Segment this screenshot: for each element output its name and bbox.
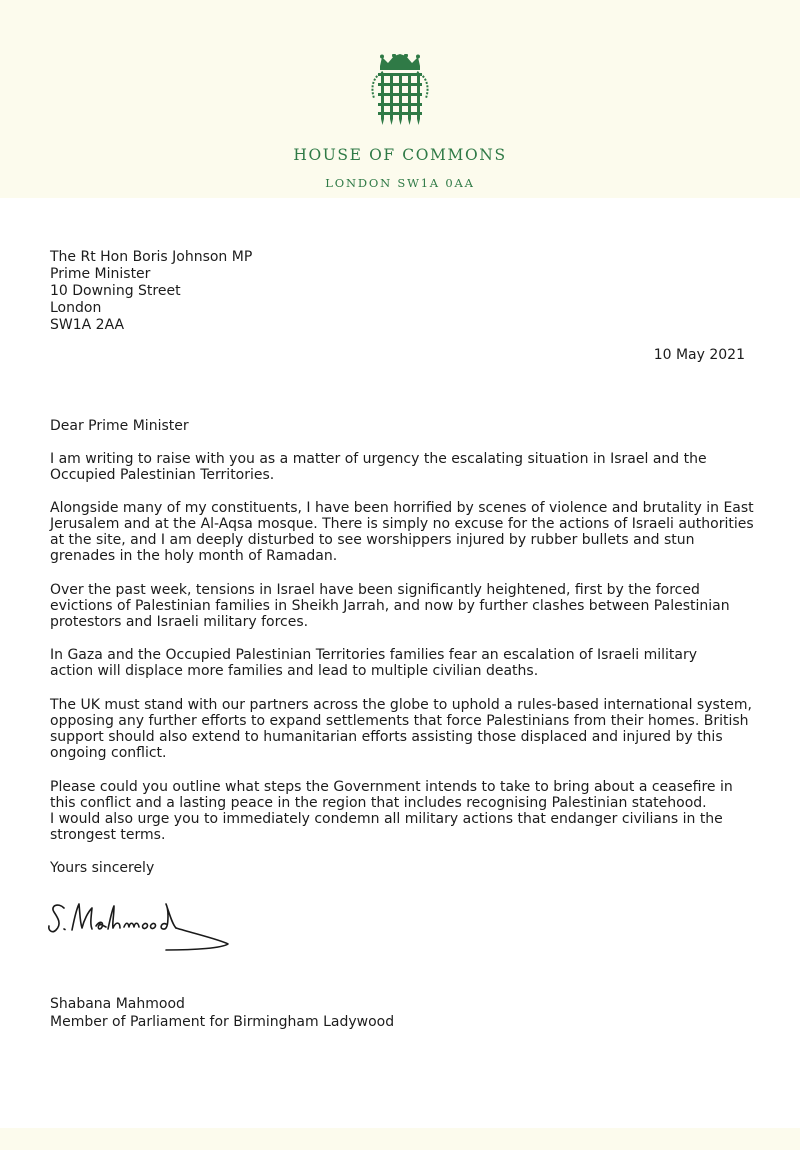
- body-line: Alongside many of my constituents, I have been horrified by scenes of violence and brutality in East: [50, 500, 754, 516]
- body-line: at the site, and I am deeply disturbed to see worshippers injured by rubber bullets and stun: [50, 532, 695, 548]
- body-line: In Gaza and the Occupied Palestinian Territories families fear an escalation of Israeli military: [50, 647, 698, 663]
- recipient-line: The Rt Hon Boris Johnson MP: [50, 249, 253, 265]
- body-line: this conflict and a lasting peace in the region that includes recognising Palestinian statehood.: [50, 795, 707, 811]
- body-line: Jerusalem and at the Al-Aqsa mosque. There is simply no excuse for the actions of Israeli authorities: [50, 516, 754, 532]
- body-line: support should also extend to humanitarian efforts assisting those displaced and injured by this: [50, 729, 723, 745]
- body-line: evictions of Palestinian families in Sheikh Jarrah, and now by further clashes between Palestinian: [50, 598, 730, 614]
- letterhead-title: HOUSE OF COMMONS: [293, 146, 507, 164]
- body-line: action will displace more families and lead to multiple civilian deaths.: [50, 663, 539, 679]
- portcullis-icon: [366, 54, 434, 126]
- recipient-line: 10 Downing Street: [50, 283, 181, 299]
- body-line: The UK must stand with our partners across the globe to uphold a rules-based international system,: [50, 697, 752, 713]
- recipient-line: Prime Minister: [50, 266, 151, 282]
- body-line: Occupied Palestinian Territories.: [50, 467, 275, 483]
- closing: Yours sincerely: [50, 860, 155, 876]
- handwritten-signature: [46, 896, 246, 954]
- body-line: ongoing conflict.: [50, 745, 167, 761]
- body-line: I would also urge you to immediately condemn all military actions that endanger civilians in the: [50, 811, 723, 827]
- letterhead-address: LONDON SW1A 0AA: [325, 176, 475, 190]
- body-line: strongest terms.: [50, 827, 166, 843]
- body-line: Please could you outline what steps the Government intends to take to bring about a ceasefire in: [50, 779, 733, 795]
- letterhead: [0, 0, 800, 198]
- recipient-line: London: [50, 300, 102, 316]
- salutation: Dear Prime Minister: [50, 418, 189, 434]
- page-footer-band: [0, 1128, 800, 1150]
- body-line: protestors and Israeli military forces.: [50, 614, 309, 630]
- body-line: Over the past week, tensions in Israel have been significantly heightened, first by the forced: [50, 582, 700, 598]
- body-line: grenades in the holy month of Ramadan.: [50, 548, 338, 564]
- letter-date: 10 May 2021: [653, 347, 745, 363]
- recipient-line: SW1A 2AA: [50, 317, 125, 333]
- body-line: I am writing to raise with you as a matter of urgency the escalating situation in Israel and the: [50, 451, 707, 467]
- body-line: opposing any further efforts to expand settlements that force Palestinians from their homes. British: [50, 713, 749, 729]
- sender-title: Member of Parliament for Birmingham Ladywood: [50, 1014, 395, 1030]
- sender-name: Shabana Mahmood: [50, 996, 185, 1012]
